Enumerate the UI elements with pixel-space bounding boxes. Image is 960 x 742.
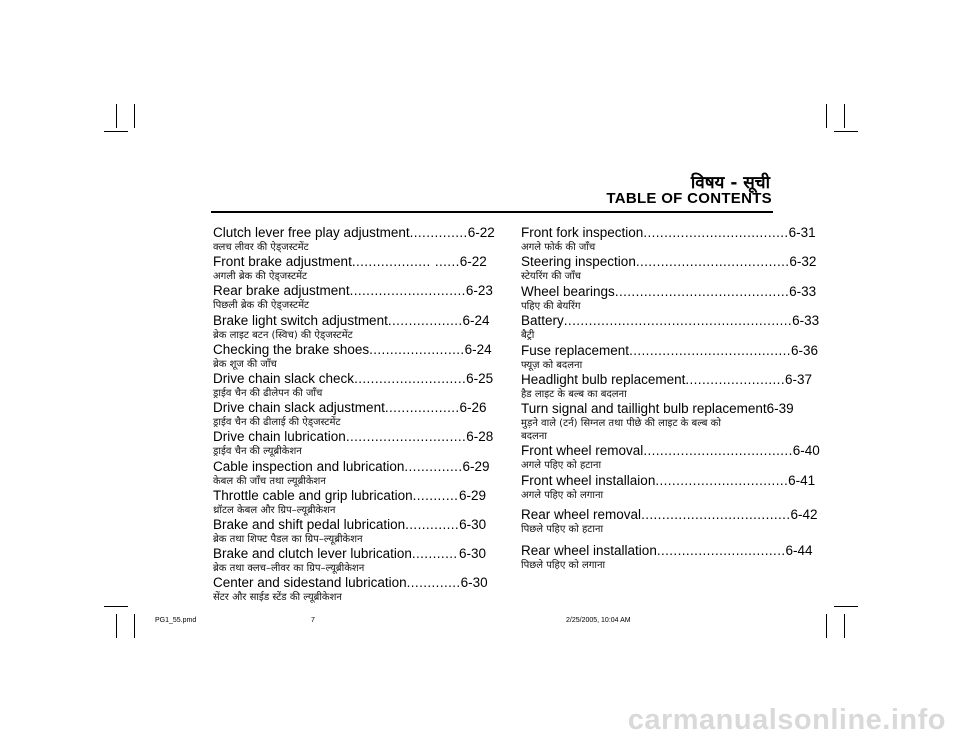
crop-mark	[104, 131, 128, 132]
toc-entry-page: 6-28	[466, 429, 494, 445]
toc-entry-leader: ...........	[411, 546, 458, 562]
toc-column-left	[213, 225, 495, 604]
toc-entry[interactable]	[213, 400, 486, 429]
toc-entry-page: 6-22	[467, 225, 495, 240]
toc-entry[interactable]	[521, 443, 820, 472]
toc-entry-leader: ................................	[655, 472, 789, 488]
toc-entry-page: 6-39	[766, 401, 794, 417]
toc-entry-leader: .............	[405, 516, 460, 532]
toc-entry-title: Drive chain slack adjustment	[213, 400, 385, 416]
toc-entry-page: 6-41	[788, 472, 816, 488]
toc-entry-hindi: क्लच लीवर की ऐड्जस्टमेंट	[213, 242, 309, 253]
crop-mark	[104, 606, 128, 607]
toc-entry-page: 6-26	[459, 400, 487, 416]
toc-entry-title: Front wheel removal	[521, 443, 644, 459]
toc-entry-title: Brake and shift pedal lubrication	[213, 516, 406, 532]
toc-entry-page: 6-22	[459, 254, 487, 270]
toc-entry-title: Cable inspection and lubrication	[213, 458, 405, 474]
toc-entry-page: 6-24	[464, 341, 492, 357]
toc-entry-leader: ....................................	[641, 507, 791, 523]
toc-entry[interactable]	[521, 283, 817, 313]
toc-entry-hindi: पिछले पहिए को लगाना	[521, 559, 606, 571]
toc-entry-hindi-continued: बदलना	[521, 431, 547, 443]
footer-filename: PG1_55.pmd	[155, 617, 197, 624]
page-title-hindi: विषय - सूची	[690, 173, 770, 193]
toc-entry[interactable]	[521, 472, 816, 502]
toc-entry-leader: ....................................	[643, 443, 793, 459]
toc-entry[interactable]	[213, 575, 486, 604]
toc-entry-page: 6-32	[789, 254, 817, 270]
crop-mark	[834, 606, 858, 607]
crop-mark	[834, 131, 858, 132]
toc-entry-page: 6-30	[458, 546, 486, 562]
toc-entry[interactable]	[521, 542, 813, 572]
footer-timestamp: 2/25/2005, 10:04 AM	[566, 617, 631, 624]
toc-entry-hindi: ड्राईव चैन की ल्यूब्रीकेशन	[213, 446, 302, 458]
toc-entry[interactable]	[213, 517, 486, 546]
toc-entry-title: Drive chain lubrication	[213, 429, 346, 445]
toc-entry-page: 6-44	[785, 542, 813, 558]
crop-mark	[134, 614, 135, 638]
toc-entry-title: Wheel bearings	[521, 283, 615, 299]
toc-entry-hindi: ब्रेक तथा क्लच–लीवर का ग्रिप–ल्यूब्रीकेशन	[213, 563, 365, 575]
toc-entry-hindi: स्टेयरिंग की जाँच	[521, 271, 582, 283]
toc-entry-title: Headlight bulb replacement	[521, 371, 686, 387]
toc-entry-title: Clutch lever free play adjustment	[213, 225, 410, 240]
toc-entry-title: Brake and clutch lever lubrication	[213, 546, 412, 562]
crop-mark	[826, 104, 827, 128]
toc-entry[interactable]	[213, 429, 494, 458]
toc-entry-leader: ..............	[404, 458, 463, 474]
toc-entry[interactable]	[213, 283, 493, 312]
toc-entry[interactable]	[213, 546, 486, 575]
toc-entry-hindi: ब्रेक लाइट बटन (स्विच) की ऐड्जस्टमेंट	[213, 329, 353, 341]
toc-entry-leader: ...........................	[354, 370, 467, 386]
toc-entry-page: 6-33	[789, 283, 817, 299]
toc-entry-hindi: ब्रेक तथा शिफ्ट पैडल का ग्रिप–ल्यूब्रीकेशन	[213, 533, 363, 545]
toc-entry-page: 6-31	[788, 225, 816, 240]
toc-entry-page: 6-33	[792, 313, 820, 329]
toc-entry-hindi: थ्रॉटल केबल और ग्रिप–ल्यूब्रीकेशन	[213, 504, 336, 516]
toc-entry-page: 6-30	[460, 575, 488, 591]
toc-entry[interactable]	[521, 313, 820, 342]
toc-entry-title: Rear brake adjustment	[213, 283, 350, 299]
toc-entry-page: 6-29	[462, 458, 490, 474]
toc-entry-leader: .......................................................	[563, 313, 793, 329]
toc-entry-hindi: मुड़ने वाले (टर्न) सिग्नल तथा पीछे की लाइट के बल्ब को	[521, 418, 721, 430]
toc-entry-title: Throttle cable and grip lubrication	[213, 487, 413, 503]
crop-mark	[116, 614, 117, 638]
crop-mark	[844, 614, 845, 638]
footer-page-number: 7	[311, 617, 315, 624]
toc-entry[interactable]	[213, 254, 486, 283]
toc-entry-title: Rear wheel installation	[521, 542, 657, 558]
toc-entry-hindi: फ्यूज़ को बदलना	[521, 359, 583, 371]
toc-entry[interactable]	[213, 225, 495, 254]
toc-entry[interactable]	[521, 401, 794, 443]
toc-entry-hindi: पिछले पहिए को हटाना	[521, 524, 604, 536]
toc-entry-title: Steering inspection	[521, 254, 636, 270]
toc-entry-page: 6-30	[459, 516, 487, 532]
toc-entry[interactable]	[213, 312, 490, 342]
toc-entry-leader: .......................	[369, 341, 465, 357]
toc-entry-page: 6-40	[792, 443, 820, 459]
toc-entry[interactable]	[521, 342, 818, 372]
toc-entry-title: Fuse replacement	[521, 342, 630, 358]
toc-entry-hindi: ड्राईव चैन की ढीलेपन की जाँच	[213, 387, 323, 399]
toc-entry-page: 6-37	[784, 371, 813, 387]
toc-entry-title: Brake light switch adjustment	[213, 312, 388, 328]
toc-entry-hindi: पहिए की बेयरिंग	[521, 300, 581, 312]
crop-mark	[826, 614, 827, 638]
toc-entry-hindi: अगली ब्रेक की ऐड्जस्टमेंट	[213, 271, 308, 283]
toc-entry[interactable]	[213, 488, 486, 517]
toc-entry-hindi: सेंटर और साईड स्टेंड की ल्यूब्रीकेशन	[213, 592, 342, 604]
toc-entry-hindi: अगले पहिए को हटाना	[521, 460, 602, 472]
toc-entry-leader: ...............................	[656, 542, 786, 558]
toc-entry-title: Turn signal and taillight bulb replacement	[521, 401, 767, 417]
toc-entry-title: Front brake adjustment	[213, 254, 352, 270]
toc-entry-title: Rear wheel removal	[521, 507, 642, 523]
toc-entry-title: Front fork inspection	[521, 225, 644, 240]
watermark: carmanualsonline.info	[627, 704, 946, 736]
toc-entry-leader: ..................	[384, 400, 460, 416]
toc-entry-hindi: ब्रेक शूज की जाँच	[213, 358, 277, 370]
toc-entry[interactable]	[213, 458, 490, 488]
toc-entry-title: Center and sidestand lubrication	[213, 575, 407, 591]
toc-entry-page: 6-36	[790, 342, 818, 358]
toc-entry-title: Drive chain slack check	[213, 370, 355, 386]
toc-entry-page: 6-29	[458, 487, 486, 503]
toc-entry-leader: ...........	[412, 487, 459, 503]
toc-entry-hindi: अगले फोर्क की जाँच	[521, 242, 596, 253]
toc-column-right	[521, 225, 820, 572]
crop-mark	[134, 104, 135, 128]
toc-entry-leader: ..........................................	[614, 283, 790, 299]
toc-entry-leader: ...................................	[643, 225, 789, 240]
toc-entry-page: 6-42	[790, 507, 818, 523]
toc-entry-hindi: केबल की जाँच तथा ल्यूब्रीकेशन	[213, 475, 326, 487]
toc-entry[interactable]	[213, 341, 492, 371]
toc-entry-leader: ........................	[685, 371, 785, 387]
toc-entry-hindi: पिछली ब्रेक की ऐड्जस्टमेंट	[213, 300, 310, 312]
toc-entry[interactable]	[521, 507, 818, 536]
toc-entry-hindi: बैट्री	[521, 330, 535, 342]
toc-entry[interactable]	[213, 370, 494, 400]
toc-entry[interactable]	[521, 371, 813, 401]
toc-entry-page: 6-23	[465, 283, 493, 299]
toc-entry-leader: .....................................	[635, 254, 790, 270]
toc-entry[interactable]	[521, 254, 817, 283]
toc-entry-page: 6-25	[466, 370, 494, 386]
toc-entry-leader: .............................	[345, 429, 467, 445]
toc-entry-hindi: हैड लाइट के बल्ब का बदलना	[521, 388, 627, 400]
toc-entry-leader: ................... ......	[351, 254, 460, 270]
toc-entry[interactable]	[521, 225, 816, 254]
toc-entry-leader: .......................................	[629, 342, 791, 358]
toc-entry-hindi: अगले पहिए को लगाना	[521, 489, 604, 501]
crop-mark	[116, 104, 117, 128]
toc-entry-title: Checking the brake shoes	[213, 341, 370, 357]
toc-entry-page: 6-24	[462, 312, 490, 328]
header-divider	[211, 211, 773, 213]
toc-entry-title: Front wheel installaion	[521, 472, 656, 488]
toc-entry-leader: ..............	[409, 225, 468, 240]
toc-entry-hindi: ड्राईव चैन की ढीलाई की ऐड्जस्टमेंट	[213, 417, 341, 429]
toc-entry-leader: ..................	[387, 312, 463, 328]
toc-entry-leader: .............	[406, 575, 461, 591]
toc-entry-leader: ............................	[349, 283, 466, 299]
toc-entry-title: Battery	[521, 313, 564, 329]
crop-mark	[844, 104, 845, 128]
page-title: TABLE OF CONTENTS	[606, 190, 772, 207]
